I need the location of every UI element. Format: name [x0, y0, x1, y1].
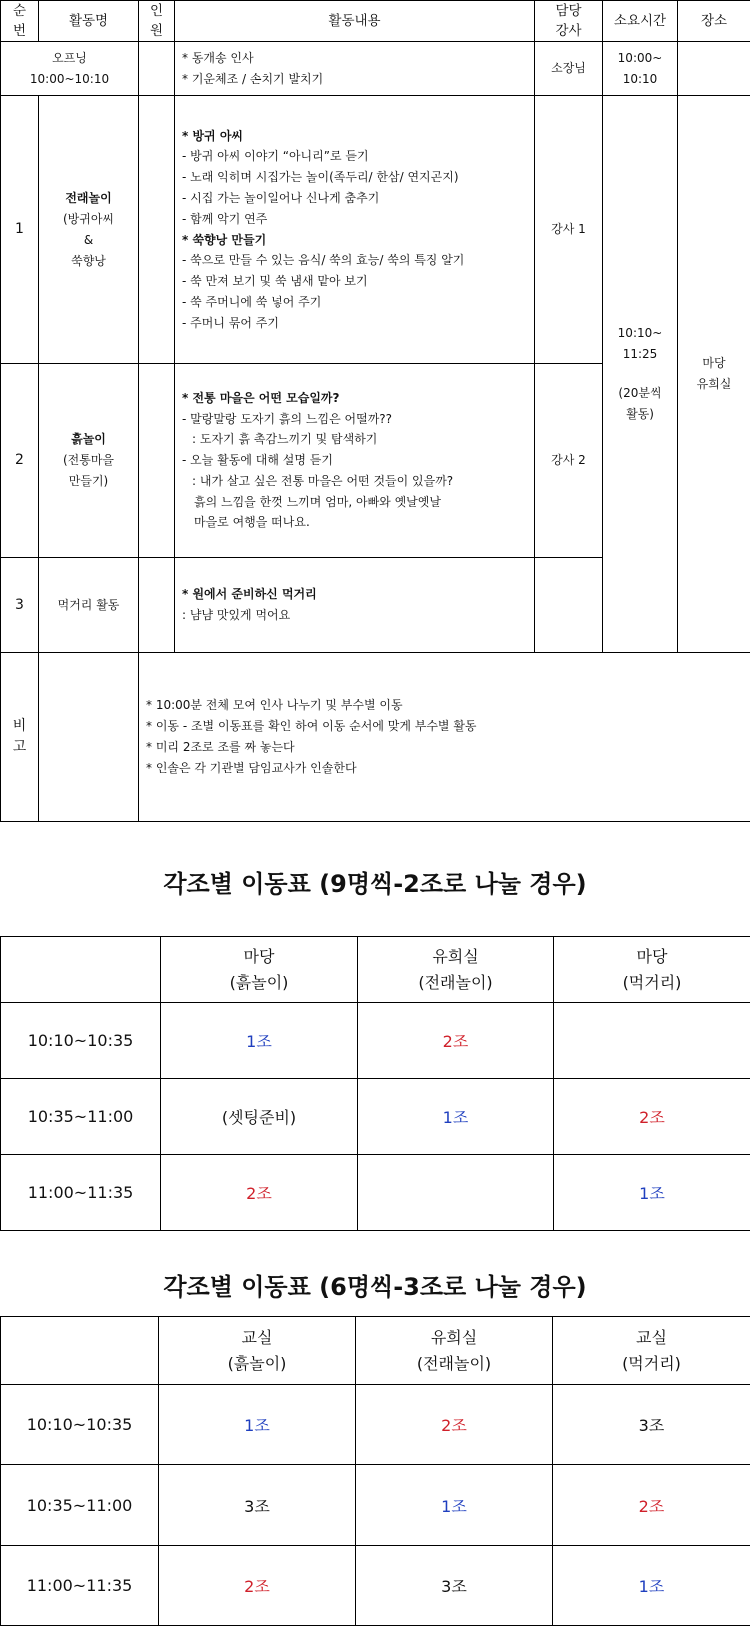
rotation-col-header: 교실 (흙놀이): [159, 1317, 356, 1385]
header-teacher: 담당 강사: [535, 1, 603, 42]
row3-teacher: [535, 558, 603, 653]
group-cell: 2조: [356, 1385, 553, 1465]
group-cell: 3조: [356, 1546, 553, 1626]
header-name: 활동명: [39, 1, 139, 42]
opening-duration: 10:00~ 10:10: [603, 42, 678, 96]
time-slot: 10:35~11:00: [1, 1465, 159, 1546]
activity-row-1: [1, 96, 750, 364]
table-row: [1, 1079, 750, 1155]
group-cell: (셋팅준비): [161, 1079, 358, 1155]
opening-row: [1, 42, 750, 96]
row3-content: * 원에서 준비하신 먹거리 : 냠냠 맛있게 먹어요: [175, 558, 535, 653]
opening-content: * 동개송 인사 * 기운체조 / 손치기 발치기: [175, 42, 535, 96]
time-slot: 11:00~11:35: [1, 1546, 159, 1626]
rotation-table-2-title: 각조별 이동표 (9명씩-2조로 나눌 경우): [163, 870, 587, 898]
row3-name: 먹거리 활동: [39, 558, 139, 653]
rotation-corner-cell: [1, 1317, 159, 1385]
header-no: 순 번: [1, 1, 39, 42]
group-cell: 3조: [553, 1385, 750, 1465]
rotation-header-row: [1, 1317, 750, 1385]
group-cell: 2조: [159, 1546, 356, 1626]
rotation-table-2: [0, 936, 750, 1231]
row2-people: [139, 364, 175, 558]
row3-people: [139, 558, 175, 653]
opening-people: [139, 42, 175, 96]
row1-name: 전래놀이 (방귀아씨 & 쑥향낭: [39, 96, 139, 364]
table-row: [1, 1546, 750, 1626]
group-cell: 1조: [553, 1546, 750, 1626]
rotation-corner-cell: [1, 937, 161, 1003]
group-cell: 1조: [356, 1465, 553, 1546]
group-cell: 1조: [554, 1155, 750, 1231]
notes-content: * 10:00분 전체 모여 인사 나누기 및 부수별 이동 * 이동 - 조별 이동표를 확인 하여 이동 순서에 맞게 부수별 활동 * 미리 2조로 조를 짜 놓는다 * 인솔은 각 기관별 담임교사가 인솔한다: [139, 653, 750, 822]
row2-no: 2: [1, 364, 39, 558]
rotation-table-3-title: 각조별 이동표 (6명씩-3조로 나눌 경우): [163, 1273, 587, 1301]
rotation-header-row: [1, 937, 750, 1003]
row2-teacher: 강사 2: [535, 364, 603, 558]
time-slot: 10:35~11:00: [1, 1079, 161, 1155]
rotation-col-header: 유희실 (전래놀이): [356, 1317, 553, 1385]
notes-blank: [39, 653, 139, 822]
header-place: 장소: [678, 1, 750, 42]
group-cell: [554, 1003, 750, 1079]
group-cell: 2조: [358, 1003, 554, 1079]
group-cell: 1조: [358, 1079, 554, 1155]
group-cell: 2조: [553, 1465, 750, 1546]
shared-place: 마당 유희실: [678, 96, 750, 653]
time-slot: 11:00~11:35: [1, 1155, 161, 1231]
rotation-col-header: 유희실 (전래놀이): [358, 937, 554, 1003]
row1-people: [139, 96, 175, 364]
group-cell: 2조: [161, 1155, 358, 1231]
rotation-col-header: 교실 (먹거리): [553, 1317, 750, 1385]
row1-content: * 방귀 아씨 - 방귀 아씨 이야기 “아니리”로 듣기 - 노래 익히며 시집가는 놀이(족두리/ 한삼/ 연지곤지) - 시집 가는 놀이일어나 신나게 춤추기 - 함께 악기 연주 * 쑥향낭 만들기 - 쑥으로 만들 수 있는 음식/ 쑥의 효능/ 쑥의 특징 알기 - 쑥 만져 보기 및 쑥 냄새 맡아 보기 - 쑥 주머니에 쑥 넣어 주기 - 주머니 묶어 주기: [175, 96, 535, 364]
rotation-col-header: 마당 (흙놀이): [161, 937, 358, 1003]
header-people: 인 원: [139, 1, 175, 42]
opening-place: [678, 42, 750, 96]
header-row: [1, 1, 750, 42]
rotation-table-3: [0, 1316, 750, 1626]
opening-teacher: 소장님: [535, 42, 603, 96]
header-duration: 소요시간: [603, 1, 678, 42]
row3-no: 3: [1, 558, 39, 653]
group-cell: 2조: [554, 1079, 750, 1155]
row1-teacher: 강사 1: [535, 96, 603, 364]
row2-name: 흙놀이 (전통마을 만들기): [39, 364, 139, 558]
table-row: [1, 1465, 750, 1546]
header-content: 활동내용: [175, 1, 535, 42]
shared-duration: 10:10~ 11:25 (20분씩 활동): [603, 96, 678, 653]
opening-name: 오프닝 10:00~10:10: [1, 42, 139, 96]
group-cell: [358, 1155, 554, 1231]
rotation-col-header: 마당 (먹거리): [554, 937, 750, 1003]
group-cell: 1조: [161, 1003, 358, 1079]
table-row: [1, 1003, 750, 1079]
row1-no: 1: [1, 96, 39, 364]
row2-content: * 전통 마을은 어떤 모습일까? - 말랑말랑 도자기 흙의 느낌은 어떨까?? : 도자기 흙 촉감느끼기 및 탐색하기 - 오늘 활동에 대해 설명 듣기 : 내가 살고 싶은 전통 마을은 어떤 것들이 있을까? 흙의 느낌을 한껏 느끼며 엄마, 아빠와 옛날옛날 마을로 여행을 떠나요.: [175, 364, 535, 558]
notes-label: 비 고: [1, 653, 39, 822]
group-cell: 3조: [159, 1465, 356, 1546]
notes-row: [1, 653, 750, 822]
group-cell: 1조: [159, 1385, 356, 1465]
table-row: [1, 1385, 750, 1465]
table-row: [1, 1155, 750, 1231]
time-slot: 10:10~10:35: [1, 1003, 161, 1079]
time-slot: 10:10~10:35: [1, 1385, 159, 1465]
